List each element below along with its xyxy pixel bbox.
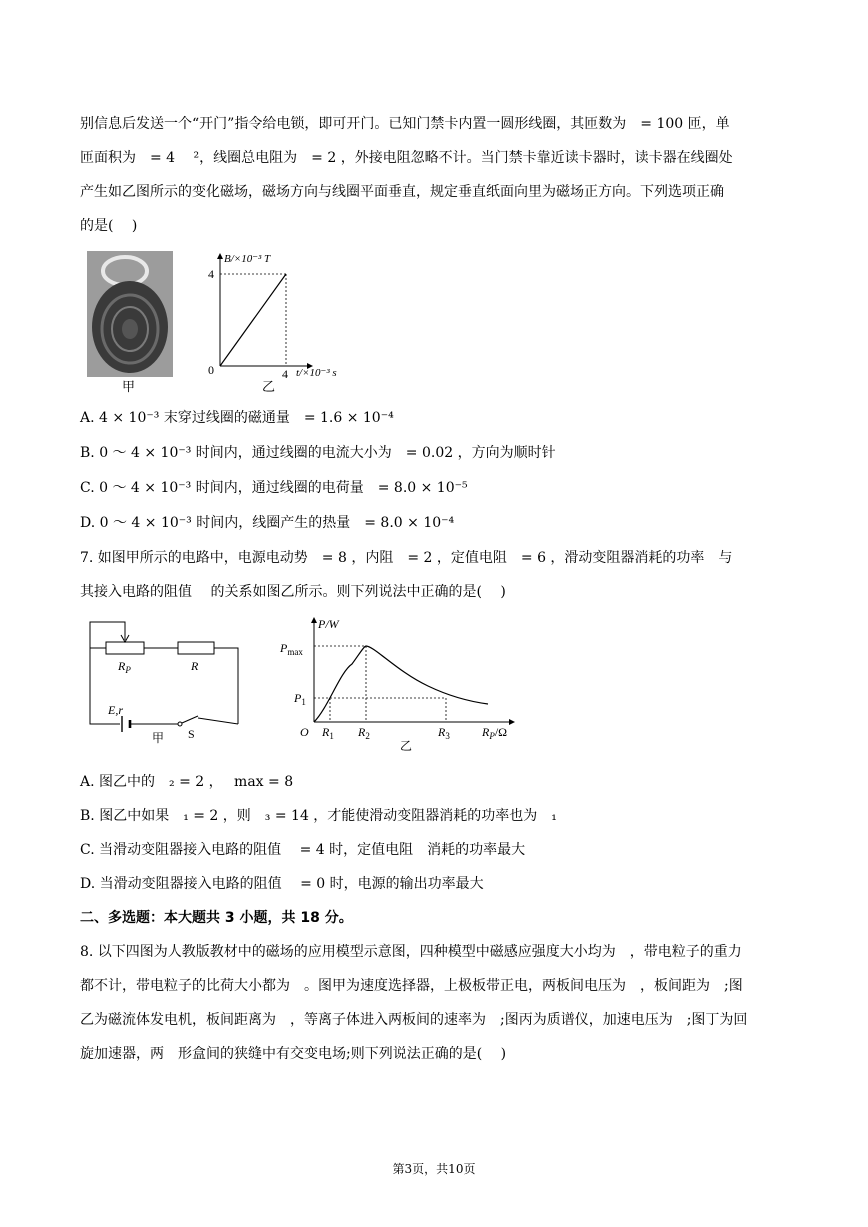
svg-text:S: S	[188, 727, 195, 741]
svg-text:P/W: P/W	[318, 617, 339, 631]
svg-text:RP/Ω: $R_P/\Omega$	[482, 725, 508, 741]
fig6-origin: 0	[208, 363, 214, 377]
fig6-x-label: t/×10⁻³ s	[296, 367, 337, 378]
q6-option-b: B. 0 ～ 4 × 10⁻³ 时间内，通过线圈的电流大小为 = 0.02 ，方向为顺时针	[80, 445, 556, 461]
q6-stem-line-1: 别信息后发送一个“开门”指令给电锁，即可开门。已知门禁卡内置一圆形线圈，其匝数为 = 100 匝，单	[80, 116, 730, 132]
svg-text:R3: $R_3$	[438, 725, 450, 741]
fig6-bt-graph	[200, 248, 360, 378]
q8-stem-line-2: 都不计，带电粒子的比荷大小都为 。图甲为速度选择器，上极板带正电，两板间电压为 ，板间距为 ;图	[80, 978, 743, 994]
rheostat-rp	[106, 642, 144, 654]
q6-option-a: A. 4 × 10⁻³ 末穿过线圈的磁通量 = 1.6 × 10⁻⁴	[80, 410, 394, 426]
q6-option-d: D. 0 ～ 4 × 10⁻³ 时间内，线圈产生的热量 = 8.0 × 10⁻⁴	[80, 515, 455, 531]
q7-option-a: A. 图乙中的 ₂ = 2 ， max = 8	[80, 774, 294, 790]
svg-text:甲: 甲	[152, 731, 165, 744]
resistor-r	[178, 642, 214, 654]
q8-stem-line-4: 旋加速器，两 形盒间的狭缝中有交变电场;则下列说法正确的是( )	[80, 1046, 507, 1062]
q6-stem-line-4: 的是( )	[80, 218, 138, 234]
fig6-caption-left: 甲	[122, 380, 136, 395]
svg-text:R: R	[191, 659, 199, 673]
q7-option-b: B. 图乙中如果 ₁ = 2 ，则 ₃ = 14 ，才能使滑动变阻器消耗的功率也为 ₁	[80, 808, 557, 824]
switch	[178, 722, 182, 726]
q7-stem-line-1: 7. 如图甲所示的电路中，电源电动势 = 8 ，内阻 = 2 ，定值电阻 = 6 ，滑动变阻器消耗的功率 与	[80, 550, 733, 566]
fig6-caption-right: 乙	[262, 380, 276, 395]
section-heading-multiple-choice: 二、多选题：本大题共 3 小题，共 18 分。	[80, 910, 353, 926]
q6-stem-line-2: 匝面积为 = 4 ²，线圈总电阻为 = 2 ，外接电阻忽略不计。当门禁卡靠近读卡器时，读卡器在线圈处	[80, 150, 733, 166]
fig6-y-label: B/×10⁻³ T	[224, 253, 271, 265]
fig6-x-tick: 4	[282, 367, 288, 378]
q7-power-graph	[278, 612, 518, 752]
svg-text:R1: $R_1$	[322, 725, 334, 741]
q7-option-d: D. 当滑动变阻器接入电路的阻值 = 0 时，电源的输出功率最大	[80, 876, 484, 892]
q7-power-curve	[314, 646, 488, 722]
fig6-b-line	[220, 274, 286, 366]
svg-text:E,r: E,r	[108, 703, 123, 717]
svg-text:P1: $P_1$	[294, 691, 306, 707]
svg-text:乙: 乙	[400, 739, 413, 752]
svg-text:R2: $R_2$	[358, 725, 370, 741]
q6-option-c: C. 0 ～ 4 × 10⁻³ 时间内，通过线圈的电荷量 = 8.0 × 10⁻⁵	[80, 480, 468, 496]
q7-option-c: C. 当滑动变阻器接入电路的阻值 = 4 时，定值电阻 消耗的功率最大	[80, 842, 526, 858]
q7-circuit-diagram	[78, 614, 248, 744]
q7-stem-line-2: 其接入电路的阻值 的关系如图乙所示。则下列说法中正确的是( )	[80, 584, 506, 600]
fig6-y-tick: 4	[208, 267, 214, 281]
q6-stem-line-3: 产生如乙图所示的变化磁场，磁场方向与线圈平面垂直，规定垂直纸面向里为磁场正方向。下列选项正确	[80, 184, 724, 200]
svg-text:O: O	[300, 725, 309, 739]
q8-stem-line-3: 乙为磁流体发电机，板间距离为 ，等离子体进入两板间的速率为 ;图丙为质谱仪，加速电压为 ;图丁为回	[80, 1012, 748, 1028]
keycard-photo	[87, 251, 173, 377]
svg-text:RP: $R_P$	[118, 659, 131, 675]
svg-text:Pmax: $P_{max}$	[280, 641, 303, 657]
page-number-footer: 第3页，共10页	[392, 1162, 476, 1176]
q8-stem-line-1: 8. 以下四图为人教版教材中的磁场的应用模型示意图，四种模型中磁感应强度大小均为 ，带电粒子的重力	[80, 944, 742, 960]
